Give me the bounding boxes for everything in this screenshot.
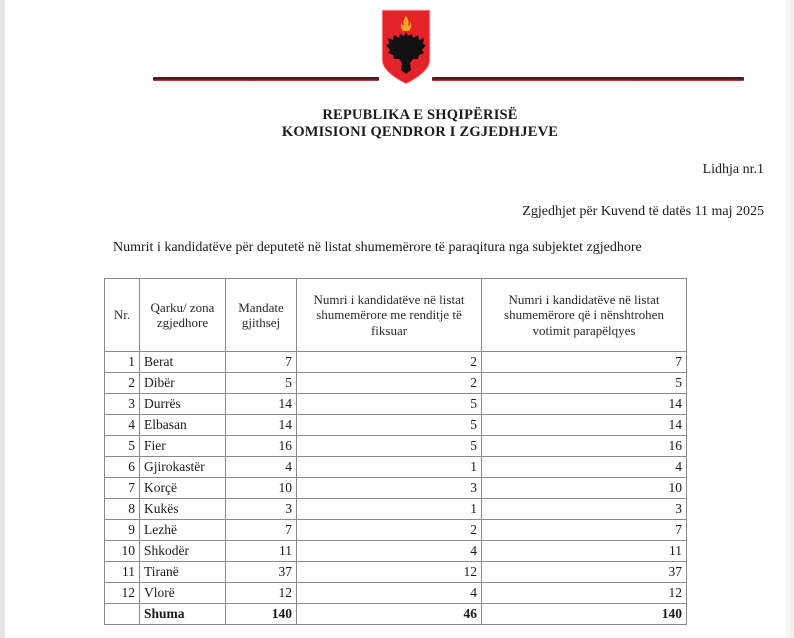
header-nr: Nr.	[105, 279, 140, 352]
cell-nr: 2	[105, 373, 140, 394]
cell-mandate: 37	[226, 562, 297, 583]
cell-mandate: 5	[226, 373, 297, 394]
cell-nr: 5	[105, 436, 140, 457]
table-row	[105, 373, 687, 394]
cell-mandate: 12	[226, 583, 297, 604]
cell-fixed: 12	[297, 562, 482, 583]
table-row	[105, 478, 687, 499]
cell-preferential: 7	[482, 520, 687, 541]
cell-nr: 10	[105, 541, 140, 562]
cell-mandate: 10	[226, 478, 297, 499]
annex-label: Lidhja nr.1	[702, 162, 764, 177]
cell-fixed: 4	[297, 583, 482, 604]
header-rule-left	[153, 77, 379, 81]
cell-mandate: 4	[226, 457, 297, 478]
page-right-edge	[786, 0, 794, 638]
header-fixed-list: Numri i kandidatëve në listat shumemërore me renditje të fiksuar	[297, 279, 482, 352]
total-cell-qarku: Shuma	[140, 604, 226, 625]
cell-qarku: Lezhë	[140, 520, 226, 541]
cell-fixed: 2	[297, 352, 482, 373]
cell-mandate: 14	[226, 394, 297, 415]
candidates-table	[104, 278, 687, 625]
cell-qarku: Tiranë	[140, 562, 226, 583]
cell-mandate: 7	[226, 352, 297, 373]
cell-fixed: 5	[297, 436, 482, 457]
cell-mandate: 11	[226, 541, 297, 562]
total-cell-fixed: 46	[297, 604, 482, 625]
cell-qarku: Korçë	[140, 478, 226, 499]
cell-preferential: 14	[482, 415, 687, 436]
cell-qarku: Berat	[140, 352, 226, 373]
cell-preferential: 14	[482, 394, 687, 415]
cell-qarku: Shkodër	[140, 541, 226, 562]
cell-preferential: 3	[482, 499, 687, 520]
cell-nr: 3	[105, 394, 140, 415]
table-row	[105, 583, 687, 604]
cell-qarku: Gjirokastër	[140, 457, 226, 478]
table-row	[105, 520, 687, 541]
cell-preferential: 4	[482, 457, 687, 478]
cell-preferential: 37	[482, 562, 687, 583]
table-row	[105, 562, 687, 583]
cell-qarku: Dibër	[140, 373, 226, 394]
cell-qarku: Elbasan	[140, 415, 226, 436]
cell-nr: 1	[105, 352, 140, 373]
cell-preferential: 16	[482, 436, 687, 457]
total-cell-nr	[105, 604, 140, 625]
cell-fixed: 5	[297, 415, 482, 436]
cell-preferential: 10	[482, 478, 687, 499]
table-row	[105, 499, 687, 520]
table-row	[105, 394, 687, 415]
cell-nr: 6	[105, 457, 140, 478]
commission-title: KOMISIONI QENDROR I ZGJEDHJEVE	[281, 124, 559, 140]
page-left-edge	[0, 0, 5, 638]
table-row	[105, 415, 687, 436]
election-date-line: Zgjedhjet për Kuvend të datës 11 maj 2025	[522, 204, 764, 219]
table-row	[105, 541, 687, 562]
header-rule-right	[432, 77, 744, 81]
header-qarku: Qarku/ zona zgjedhore	[140, 279, 226, 352]
cell-nr: 12	[105, 583, 140, 604]
table-caption: Numrit i kandidatëve për deputetë në listat shumemërore të paraqitura nga subjektet zgjedhore	[113, 240, 642, 255]
republic-title: REPUBLIKA E SHQIPËRISË	[322, 107, 518, 123]
document-header	[0, 107, 794, 141]
cell-fixed: 3	[297, 478, 482, 499]
cell-mandate: 16	[226, 436, 297, 457]
total-cell-preferential: 140	[482, 604, 687, 625]
table-row	[105, 436, 687, 457]
cell-fixed: 5	[297, 394, 482, 415]
cell-nr: 9	[105, 520, 140, 541]
table-row	[105, 457, 687, 478]
cell-preferential: 5	[482, 373, 687, 394]
cell-nr: 7	[105, 478, 140, 499]
header-mandate: Mandate gjithsej	[226, 279, 297, 352]
cell-qarku: Vlorë	[140, 583, 226, 604]
table-header-row	[105, 279, 687, 352]
cell-preferential: 11	[482, 541, 687, 562]
cell-fixed: 4	[297, 541, 482, 562]
cell-fixed: 2	[297, 520, 482, 541]
albanian-coat-of-arms-icon	[379, 8, 433, 86]
cell-nr: 8	[105, 499, 140, 520]
cell-mandate: 3	[226, 499, 297, 520]
cell-qarku: Fier	[140, 436, 226, 457]
total-cell-mandate: 140	[226, 604, 297, 625]
cell-fixed: 1	[297, 499, 482, 520]
cell-nr: 11	[105, 562, 140, 583]
cell-mandate: 7	[226, 520, 297, 541]
cell-nr: 4	[105, 415, 140, 436]
cell-mandate: 14	[226, 415, 297, 436]
cell-qarku: Kukës	[140, 499, 226, 520]
cell-fixed: 1	[297, 457, 482, 478]
cell-fixed: 2	[297, 373, 482, 394]
cell-preferential: 7	[482, 352, 687, 373]
cell-qarku: Durrës	[140, 394, 226, 415]
table-row	[105, 352, 687, 373]
header-preferential-list: Numri i kandidatëve në listat shumemërore që i nënshtrohen votimit parapëlqyes	[482, 279, 687, 352]
cell-preferential: 12	[482, 583, 687, 604]
table-total-row	[105, 604, 687, 625]
